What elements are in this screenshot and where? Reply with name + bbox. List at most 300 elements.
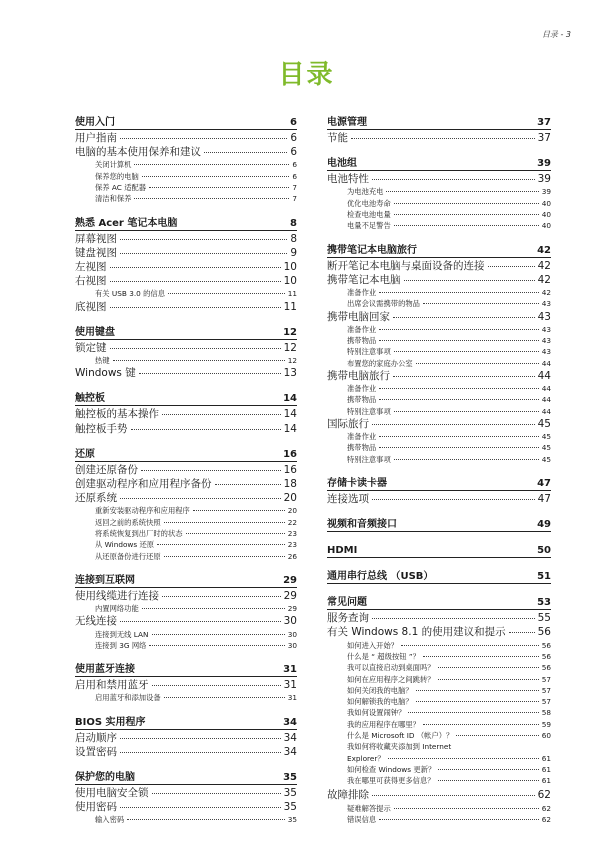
toc-entry-label: 键盘视图 <box>75 246 117 259</box>
toc-entry-label: 我在哪里可获得更多信息？ <box>347 776 435 786</box>
toc-subentry[interactable] <box>75 193 297 204</box>
toc-leader-dots <box>204 152 287 153</box>
toc-leader-dots <box>149 187 289 188</box>
toc-subentry[interactable] <box>75 288 297 299</box>
toc-entry-page: 8 <box>290 232 297 245</box>
toc-entry[interactable] <box>75 232 297 246</box>
toc-entry-label: 特别注意事项 <box>347 347 391 357</box>
toc-section-title: 使用蓝牙连接 <box>75 664 135 676</box>
toc-leader-dots <box>416 690 539 691</box>
toc-entry[interactable] <box>75 300 297 314</box>
toc-leader-dots <box>110 267 281 268</box>
toc-entry-page: 42 <box>537 273 551 286</box>
toc-entry-label: Explorer？ <box>347 753 385 763</box>
toc-entry-page: 45 <box>541 443 551 453</box>
toc-leader-dots <box>120 621 281 622</box>
toc-entry-page: 57 <box>541 685 551 695</box>
toc-entry-page: 6 <box>290 132 297 144</box>
toc-entry-page: 14 <box>283 408 297 421</box>
toc-section-heading[interactable] <box>75 116 297 130</box>
toc-entry-page: 43 <box>541 324 551 334</box>
toc-entry-page: 40 <box>541 198 551 208</box>
toc-entry[interactable] <box>327 273 551 287</box>
toc-leader-dots <box>351 138 535 139</box>
toc-entry-label: 携带物品 <box>347 336 377 346</box>
toc-subentry[interactable] <box>327 803 551 814</box>
toc-leader-dots <box>388 758 539 759</box>
toc-leader-dots <box>416 363 539 364</box>
toc-subentry[interactable] <box>327 674 551 685</box>
toc-subentry[interactable] <box>75 182 297 193</box>
toc-leader-dots <box>509 632 535 633</box>
toc-section-title: 视频和音频接口 <box>327 519 397 531</box>
toc-subentry[interactable] <box>75 171 297 182</box>
toc-section-heading[interactable] <box>327 244 551 258</box>
toc-subentry[interactable] <box>75 159 297 170</box>
toc-entry-page: 40 <box>541 221 551 231</box>
toc-subentry[interactable] <box>327 685 551 696</box>
toc-section-page: 14 <box>283 393 297 405</box>
toc-left-column <box>75 116 297 826</box>
toc-entry-page: 57 <box>541 674 551 684</box>
toc-entry[interactable] <box>327 417 551 431</box>
toc-entry-label: 出席会议需携带的物品 <box>347 299 420 309</box>
toc-entry-label: 携带物品 <box>347 395 377 405</box>
toc-entry-label: 断开笔记本电脑与桌面设备的连接 <box>327 259 485 272</box>
toc-leader-dots <box>164 697 285 698</box>
toc-section-heading[interactable] <box>327 518 551 532</box>
toc-section-title: 常见问题 <box>327 597 367 609</box>
toc-entry[interactable] <box>75 131 297 145</box>
toc-subentry[interactable] <box>327 662 551 673</box>
toc-subentry[interactable] <box>75 814 297 825</box>
toc-section-heading[interactable] <box>75 663 297 677</box>
toc-entry-page: 43 <box>541 336 551 346</box>
toc-entry[interactable] <box>75 145 297 159</box>
toc-section-heading[interactable] <box>327 544 551 558</box>
toc-entry-label: 错误信息 <box>347 814 377 824</box>
toc-entry[interactable] <box>327 625 551 639</box>
toc-leader-dots <box>120 253 287 254</box>
toc-entry-label: 关闭计算机 <box>95 160 132 170</box>
toc-section-page: 39 <box>537 158 551 170</box>
toc-leader-dots <box>127 819 285 820</box>
toc-entry-label: 准备作业 <box>347 287 377 297</box>
toc-section-heading[interactable] <box>75 771 297 785</box>
toc-entry-label: 节能 <box>327 132 348 144</box>
toc-leader-dots <box>168 293 285 294</box>
toc-entry-page: 43 <box>541 299 551 309</box>
toc-entry-page: 44 <box>541 384 551 394</box>
toc-entry-label: 携带电脑旅行 <box>327 369 390 382</box>
toc-subentry[interactable] <box>327 324 551 335</box>
toc-entry-label: 携带物品 <box>347 443 377 453</box>
toc-subentry-line[interactable]: 我如何将收藏夹添加到 Internet <box>347 742 452 752</box>
toc-entry-page: 6 <box>290 146 297 159</box>
toc-leader-dots <box>456 735 538 736</box>
toc-leader-dots <box>120 738 281 739</box>
toc-entry-label: 携带电脑回家 <box>327 310 390 323</box>
toc-section-page: 37 <box>537 117 551 128</box>
toc-subentry[interactable] <box>327 640 551 651</box>
toc-entry[interactable] <box>327 259 551 273</box>
toc-entry-label: 从 Windows 还原 <box>95 540 155 550</box>
toc-entry[interactable] <box>327 611 551 625</box>
toc-entry-label: 什么是 “ 超级按钮 ”？ <box>347 651 420 661</box>
toc-subentry[interactable] <box>327 730 551 741</box>
toc-leader-dots <box>131 429 281 430</box>
toc-leader-dots <box>372 618 535 619</box>
toc-entry[interactable] <box>75 491 297 505</box>
toc-entry-page: 12 <box>283 341 297 354</box>
toc-section-page: 8 <box>290 217 297 229</box>
toc-leader-dots <box>134 198 289 199</box>
toc-entry-page: 58 <box>541 708 551 718</box>
toc-entry-page: 30 <box>287 629 297 639</box>
toc-entry-label: 热键 <box>95 355 110 365</box>
toc-leader-dots <box>120 807 281 808</box>
toc-leader-dots <box>379 447 539 448</box>
toc-leader-dots <box>134 164 289 165</box>
toc-entry-label: 无线连接 <box>75 615 117 628</box>
toc-entry-page: 62 <box>541 803 551 813</box>
toc-subentry[interactable] <box>327 406 551 417</box>
toc-leader-dots <box>401 645 539 646</box>
toc-section-page: 6 <box>290 117 297 128</box>
toc-subentry[interactable] <box>75 505 297 516</box>
toc-subentry[interactable] <box>75 692 297 703</box>
toc-leader-dots <box>394 808 539 809</box>
toc-entry-label: 检查电池电量 <box>347 209 391 219</box>
toc-subentry[interactable] <box>75 539 297 550</box>
toc-subentry[interactable] <box>327 209 551 220</box>
toc-section-title: BIOS 实用程序 <box>75 716 146 728</box>
toc-entry-label: 启用和禁用蓝牙 <box>75 679 149 692</box>
toc-section-heading[interactable] <box>327 477 551 491</box>
toc-entry[interactable] <box>75 246 297 260</box>
toc-entry[interactable] <box>327 492 551 506</box>
toc-entry-page: 62 <box>541 814 551 824</box>
toc-entry-page: 47 <box>537 493 551 506</box>
toc-subentry[interactable] <box>327 335 551 346</box>
toc-entry-page: 44 <box>541 358 551 368</box>
toc-leader-dots <box>193 510 285 511</box>
toc-entry-label: 故障排除 <box>327 789 369 802</box>
toc-entry-page: 60 <box>541 731 551 740</box>
toc-entry-label: 屏幕视图 <box>75 232 117 245</box>
toc-entry-label: 准备作业 <box>347 432 377 442</box>
toc-subentry[interactable] <box>327 186 551 197</box>
toc-leader-dots <box>152 685 281 686</box>
toc-leader-dots <box>157 544 285 545</box>
toc-entry-label: 国际旅行 <box>327 417 369 430</box>
toc-entry-label: 布置您的家庭办公室 <box>347 358 413 368</box>
toc-leader-dots <box>120 239 287 240</box>
toc-entry-label: 从还原备份进行还原 <box>95 551 161 561</box>
toc-entry[interactable] <box>327 310 551 324</box>
toc-leader-dots <box>110 307 281 308</box>
toc-entry[interactable] <box>75 422 297 436</box>
toc-subentry[interactable] <box>75 528 297 539</box>
toc-entry-page: 45 <box>541 432 551 442</box>
toc-entry-label: 如何解锁我的电脑？ <box>347 697 413 707</box>
toc-entry[interactable] <box>75 407 297 421</box>
toc-section-heading[interactable] <box>75 326 297 340</box>
toc-entry-label: 如何检查 Windows 更新？ <box>347 764 436 774</box>
toc-entry-label: 创建驱动程序和应用程序备份 <box>75 478 212 491</box>
toc-leader-dots <box>438 679 539 680</box>
toc-section-heading[interactable] <box>75 392 297 406</box>
toc-section-heading[interactable] <box>327 570 551 584</box>
toc-entry[interactable] <box>75 463 297 477</box>
toc-entry-page: 31 <box>287 693 297 703</box>
toc-subentry[interactable] <box>327 775 551 786</box>
toc-entry-page: 35 <box>283 801 297 814</box>
toc-leader-dots <box>142 176 290 177</box>
toc-leader-dots <box>152 634 285 635</box>
toc-section-title: 保护您的电脑 <box>75 772 135 784</box>
toc-entry-page: 56 <box>541 663 551 673</box>
toc-entry[interactable] <box>327 172 551 186</box>
toc-section-page: 34 <box>283 716 297 728</box>
toc-leader-dots <box>379 292 539 293</box>
toc-entry-label: 连接选项 <box>327 493 369 506</box>
toc-entry-page: 14 <box>283 422 297 435</box>
toc-entry-page: 59 <box>541 719 551 729</box>
toc-section-heading[interactable] <box>75 716 297 730</box>
toc-leader-dots <box>149 645 284 646</box>
running-head: 目录 - 3 <box>541 30 571 39</box>
toc-entry-page: 22 <box>287 517 297 527</box>
toc-section-title: 触控板 <box>75 393 105 405</box>
toc-entry[interactable] <box>327 131 551 145</box>
toc-entry-page: 29 <box>283 589 297 602</box>
toc-subentry[interactable] <box>327 346 551 357</box>
toc-entry[interactable] <box>75 341 297 355</box>
toc-entry-page: 42 <box>541 287 551 297</box>
toc-entry-label: 连接到 3G 网络 <box>95 640 147 650</box>
toc-entry-page: 43 <box>541 347 551 357</box>
toc-section-heading[interactable] <box>327 116 551 130</box>
toc-entry-label: 左视图 <box>75 260 107 273</box>
toc-entry-page: 56 <box>537 626 551 639</box>
toc-leader-dots <box>164 522 285 523</box>
toc-leader-dots <box>394 411 539 412</box>
toc-leader-dots <box>404 280 535 281</box>
toc-entry-label: 启动顺序 <box>75 731 117 744</box>
toc-entry[interactable] <box>327 788 551 802</box>
toc-section-page: 35 <box>283 772 297 784</box>
toc-subentry[interactable] <box>327 298 551 309</box>
toc-subentry[interactable] <box>75 355 297 366</box>
toc-entry-page: 35 <box>283 787 297 800</box>
toc-entry-page: 7 <box>292 182 297 192</box>
toc-leader-dots <box>113 360 285 361</box>
toc-subentry[interactable] <box>327 696 551 707</box>
toc-leader-dots <box>139 373 281 374</box>
toc-entry-label: 保养您的电脑 <box>95 171 139 181</box>
toc-entry-page: 31 <box>283 679 297 692</box>
toc-entry-label: 触控板手势 <box>75 422 128 435</box>
toc-subentry[interactable] <box>327 383 551 394</box>
toc-entry-label: 用户指南 <box>75 132 117 144</box>
toc-subentry[interactable] <box>327 394 551 405</box>
toc-leader-dots <box>408 712 538 713</box>
toc-entry-label: 准备作业 <box>347 324 377 334</box>
toc-subentry[interactable] <box>327 442 551 453</box>
toc-entry-page: 44 <box>541 406 551 416</box>
toc-entry-label: 特别注意事项 <box>347 454 391 464</box>
toc-entry-page: 55 <box>537 612 551 625</box>
toc-section-page: 42 <box>537 244 551 256</box>
toc-leader-dots <box>438 667 539 668</box>
toc-entry[interactable] <box>75 745 297 759</box>
toc-leader-dots <box>393 376 535 377</box>
toc-entry-label: 使用密码 <box>75 801 117 814</box>
toc-section-title: 还原 <box>75 448 95 460</box>
toc-subentry[interactable] <box>327 454 551 465</box>
toc-entry-page: 6 <box>292 171 297 181</box>
toc-subentry[interactable] <box>327 753 551 764</box>
toc-entry-page: 10 <box>283 275 297 288</box>
toc-entry-label: 设置密码 <box>75 745 117 758</box>
toc-entry-label: 还原系统 <box>75 492 117 505</box>
toc-entry-label: 有关 USB 3.0 的信息 <box>95 289 166 299</box>
toc-entry-label: 内置网络功能 <box>95 604 139 614</box>
toc-entry-page: 44 <box>537 369 551 382</box>
toc-leader-dots <box>141 470 281 471</box>
toc-entry[interactable] <box>75 786 297 800</box>
page-title: 目录 <box>278 60 335 90</box>
toc-leader-dots <box>110 281 281 282</box>
toc-section-page: 47 <box>537 478 551 490</box>
toc-section-heading[interactable] <box>327 157 551 171</box>
toc-section-heading[interactable] <box>327 596 551 610</box>
toc-entry[interactable] <box>75 589 297 603</box>
toc-entry-label: 输入密码 <box>95 815 125 825</box>
toc-subentry[interactable] <box>327 707 551 718</box>
toc-entry-page: 23 <box>287 529 297 538</box>
toc-leader-dots <box>438 769 538 770</box>
toc-leader-dots <box>488 266 535 267</box>
toc-leader-dots <box>423 303 539 304</box>
toc-entry-page: 10 <box>283 260 297 273</box>
toc-subentry[interactable] <box>327 651 551 662</box>
toc-leader-dots <box>394 225 539 226</box>
toc-entry-label: 连接到无线 LAN <box>95 629 149 639</box>
toc-leader-dots <box>162 596 281 597</box>
toc-entry[interactable] <box>75 614 297 628</box>
toc-entry-label: 返回之前的系统快照 <box>95 517 161 527</box>
toc-subentry[interactable] <box>327 358 551 369</box>
toc-entry-label: 优化电池寿命 <box>347 198 391 208</box>
toc-subentry[interactable] <box>75 517 297 528</box>
toc-entry-page: 45 <box>537 417 551 430</box>
toc-leader-dots <box>386 191 538 192</box>
toc-entry[interactable] <box>75 260 297 274</box>
toc-section-page: 29 <box>283 574 297 586</box>
toc-leader-dots <box>152 793 281 794</box>
toc-entry-page: 6 <box>292 160 297 170</box>
toc-leader-dots <box>416 701 539 702</box>
toc-entry-label: 电量不足警告 <box>347 221 391 231</box>
toc-subentry[interactable] <box>327 198 551 209</box>
toc-leader-dots <box>394 214 539 215</box>
toc-leader-dots <box>379 388 539 389</box>
toc-entry-label: 电脑的基本使用保养和建议 <box>75 146 201 159</box>
toc-subentry[interactable] <box>327 814 551 825</box>
toc-entry[interactable] <box>75 800 297 814</box>
toc-entry-page: 11 <box>287 289 297 299</box>
toc-subentry[interactable] <box>75 629 297 640</box>
toc-section-heading[interactable] <box>75 448 297 462</box>
toc-entry-page: 39 <box>541 187 551 197</box>
toc-entry-page: 44 <box>541 395 551 405</box>
toc-entry-page: 35 <box>287 815 297 825</box>
toc-section-page: 50 <box>537 545 551 557</box>
toc-leader-dots <box>110 348 281 349</box>
toc-leader-dots <box>142 608 285 609</box>
toc-subentry[interactable] <box>327 287 551 298</box>
toc-entry-label: 清洁和保养 <box>95 194 132 204</box>
toc-entry-page: 23 <box>287 540 297 550</box>
toc-entry-page: 11 <box>283 300 297 313</box>
toc-entry[interactable] <box>327 369 551 383</box>
toc-entry-label: Windows 键 <box>75 367 136 380</box>
toc-entry-page: 39 <box>537 173 551 186</box>
toc-entry[interactable] <box>75 731 297 745</box>
toc-entry-label: 锁定键 <box>75 341 107 354</box>
toc-entry-page: 7 <box>292 194 297 204</box>
toc-subentry[interactable] <box>327 220 551 231</box>
toc-entry-page: 43 <box>537 310 551 323</box>
toc-entry-label: 我可以直接启动到桌面吗？ <box>347 663 435 673</box>
toc-section-page: 31 <box>283 664 297 676</box>
toc-leader-dots <box>120 498 281 499</box>
toc-entry-label: 携带笔记本电脑 <box>327 273 401 286</box>
toc-subentry[interactable] <box>327 719 551 730</box>
toc-section-title: 熟悉 Acer 笔记本电脑 <box>75 217 178 229</box>
toc-leader-dots <box>423 724 539 725</box>
toc-entry[interactable] <box>75 274 297 288</box>
toc-subentry[interactable] <box>327 764 551 775</box>
toc-entry-label: 使用线缆进行连接 <box>75 589 159 602</box>
toc-section-title: 使用入门 <box>75 117 115 128</box>
toc-subentry[interactable] <box>75 640 297 651</box>
toc-entry-label: 如何关闭我的电脑？ <box>347 685 413 695</box>
toc-section-heading[interactable] <box>75 217 297 231</box>
toc-subentry[interactable] <box>327 431 551 442</box>
toc-entry[interactable] <box>75 678 297 692</box>
toc-entry-label: 使用电脑安全锁 <box>75 787 149 800</box>
toc-subentry[interactable] <box>75 551 297 562</box>
toc-entry[interactable] <box>75 477 297 491</box>
toc-entry-label: 为电池充电 <box>347 187 384 197</box>
toc-leader-dots <box>393 317 535 318</box>
toc-entry-page: 56 <box>541 640 551 650</box>
toc-entry-label: 疑难解答提示 <box>347 803 391 813</box>
toc-subentry[interactable] <box>75 603 297 614</box>
toc-entry-page: 26 <box>287 551 297 561</box>
toc-section-page: 16 <box>283 448 297 460</box>
toc-entry-page: 37 <box>537 132 551 144</box>
toc-section-heading[interactable] <box>75 574 297 588</box>
toc-entry-label: 有关 Windows 8.1 的使用建议和提示 <box>327 626 506 639</box>
toc-entry-page: 57 <box>541 697 551 707</box>
toc-entry[interactable] <box>75 366 297 380</box>
toc-leader-dots <box>379 819 539 820</box>
toc-entry-page: 20 <box>287 506 297 516</box>
